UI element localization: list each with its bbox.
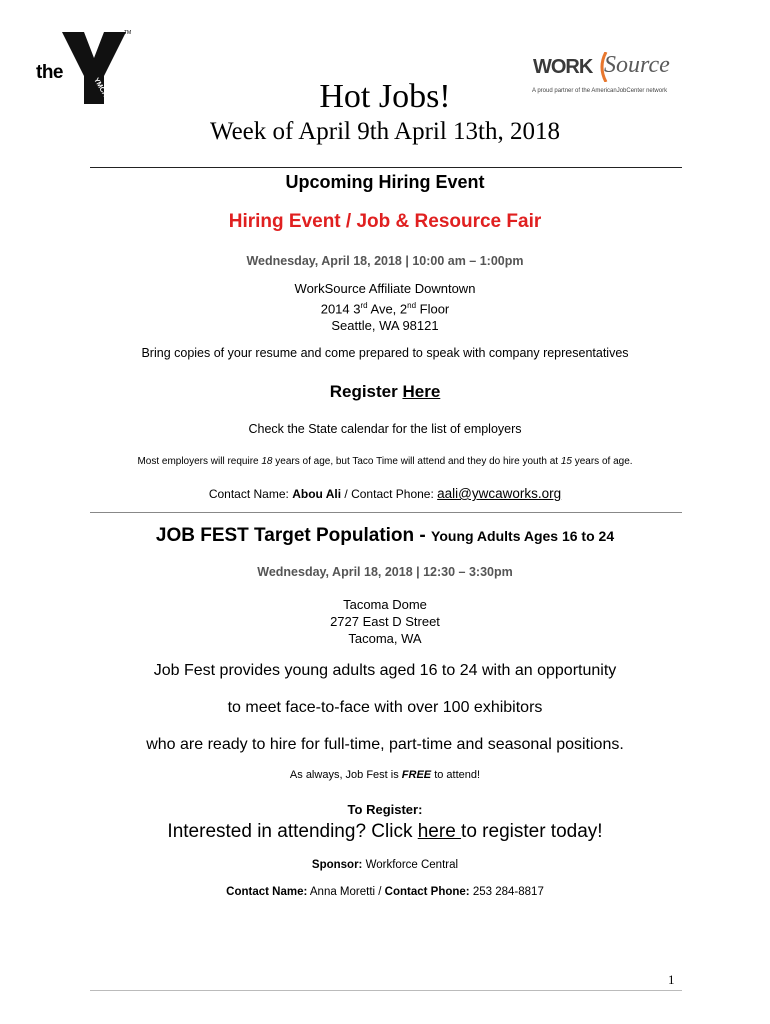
jobfest-description: to meet face-to-face with over 100 exhibitors	[227, 699, 543, 716]
jobfest-contact: Contact Name: Anna Moretti / Contact Phone: 253 284-8817	[226, 886, 544, 898]
address-line: 2727 East D Street	[330, 614, 440, 629]
ymca-logo-subtext: YMCA	[92, 76, 109, 99]
event-address	[0, 280, 770, 334]
to-register-heading: To Register:	[347, 802, 423, 817]
free-note: As always, Job Fest is FREE to attend!	[289, 769, 481, 781]
jobfest-heading: JOB FEST Target Population - Young Adults Ages 16 to 24	[155, 525, 615, 546]
footer-divider	[90, 990, 682, 991]
page-subtitle: Week of April 9th April 13th, 2018	[209, 118, 561, 145]
address-line: 2014 3rd Ave, 2nd Floor	[320, 301, 450, 317]
jobfest-description: Job Fest provides young adults aged 16 to 24 with an opportunity	[153, 662, 617, 679]
register-here-link[interactable]: Here	[402, 382, 441, 401]
resume-note: Bring copies of your resume and come prepared to speak with company representatives	[141, 346, 629, 360]
worksource-tagline: A proud partner of the AmericanJobCenter network	[532, 88, 668, 94]
worksource-logo-source: Source	[604, 52, 670, 78]
address-line: WorkSource Affiliate Downtown	[294, 281, 476, 296]
register-link[interactable]: here	[417, 821, 462, 842]
section-divider	[90, 512, 682, 513]
jobfest-address	[0, 596, 770, 647]
register-prompt: Interested in attending? Click here to register today!	[167, 821, 603, 842]
jobfest-description: who are ready to hire for full-time, part-time and seasonal positions.	[146, 736, 624, 753]
calendar-note: Check the State calendar for the list of employers	[248, 422, 522, 436]
event-contact: Contact Name: Abou Ali / Contact Phone: aali@ywcaworks.org	[208, 486, 562, 501]
address-line: Seattle, WA 98121	[331, 318, 439, 334]
address-line: Tacoma, WA	[348, 631, 422, 646]
ymca-logo-text: the	[36, 62, 63, 83]
page-title: Hot Jobs!	[319, 78, 451, 115]
header-divider	[90, 167, 682, 168]
event-title: Hiring Event / Job & Resource Fair	[228, 211, 542, 232]
page-number: 1	[668, 972, 675, 987]
age-requirement-note: Most employers will require 18 years of age, but Taco Time will attend and they do hire youth at 15 years of age.	[137, 456, 633, 467]
sponsor-line: Sponsor: Workforce Central	[311, 859, 459, 871]
jobfest-date: Wednesday, April 18, 2018 | 12:30 – 3:30pm	[257, 565, 513, 579]
worksource-logo-work: WORK	[533, 56, 593, 78]
ymca-trademark: TM	[124, 30, 132, 36]
register-heading: Register Here	[329, 382, 441, 401]
section-heading: Upcoming Hiring Event	[285, 172, 485, 192]
contact-email-link[interactable]: aali@ywcaworks.org	[437, 486, 562, 501]
event-date: Wednesday, April 18, 2018 | 10:00 am – 1:00pm	[246, 254, 524, 268]
address-line: Tacoma Dome	[343, 597, 427, 612]
